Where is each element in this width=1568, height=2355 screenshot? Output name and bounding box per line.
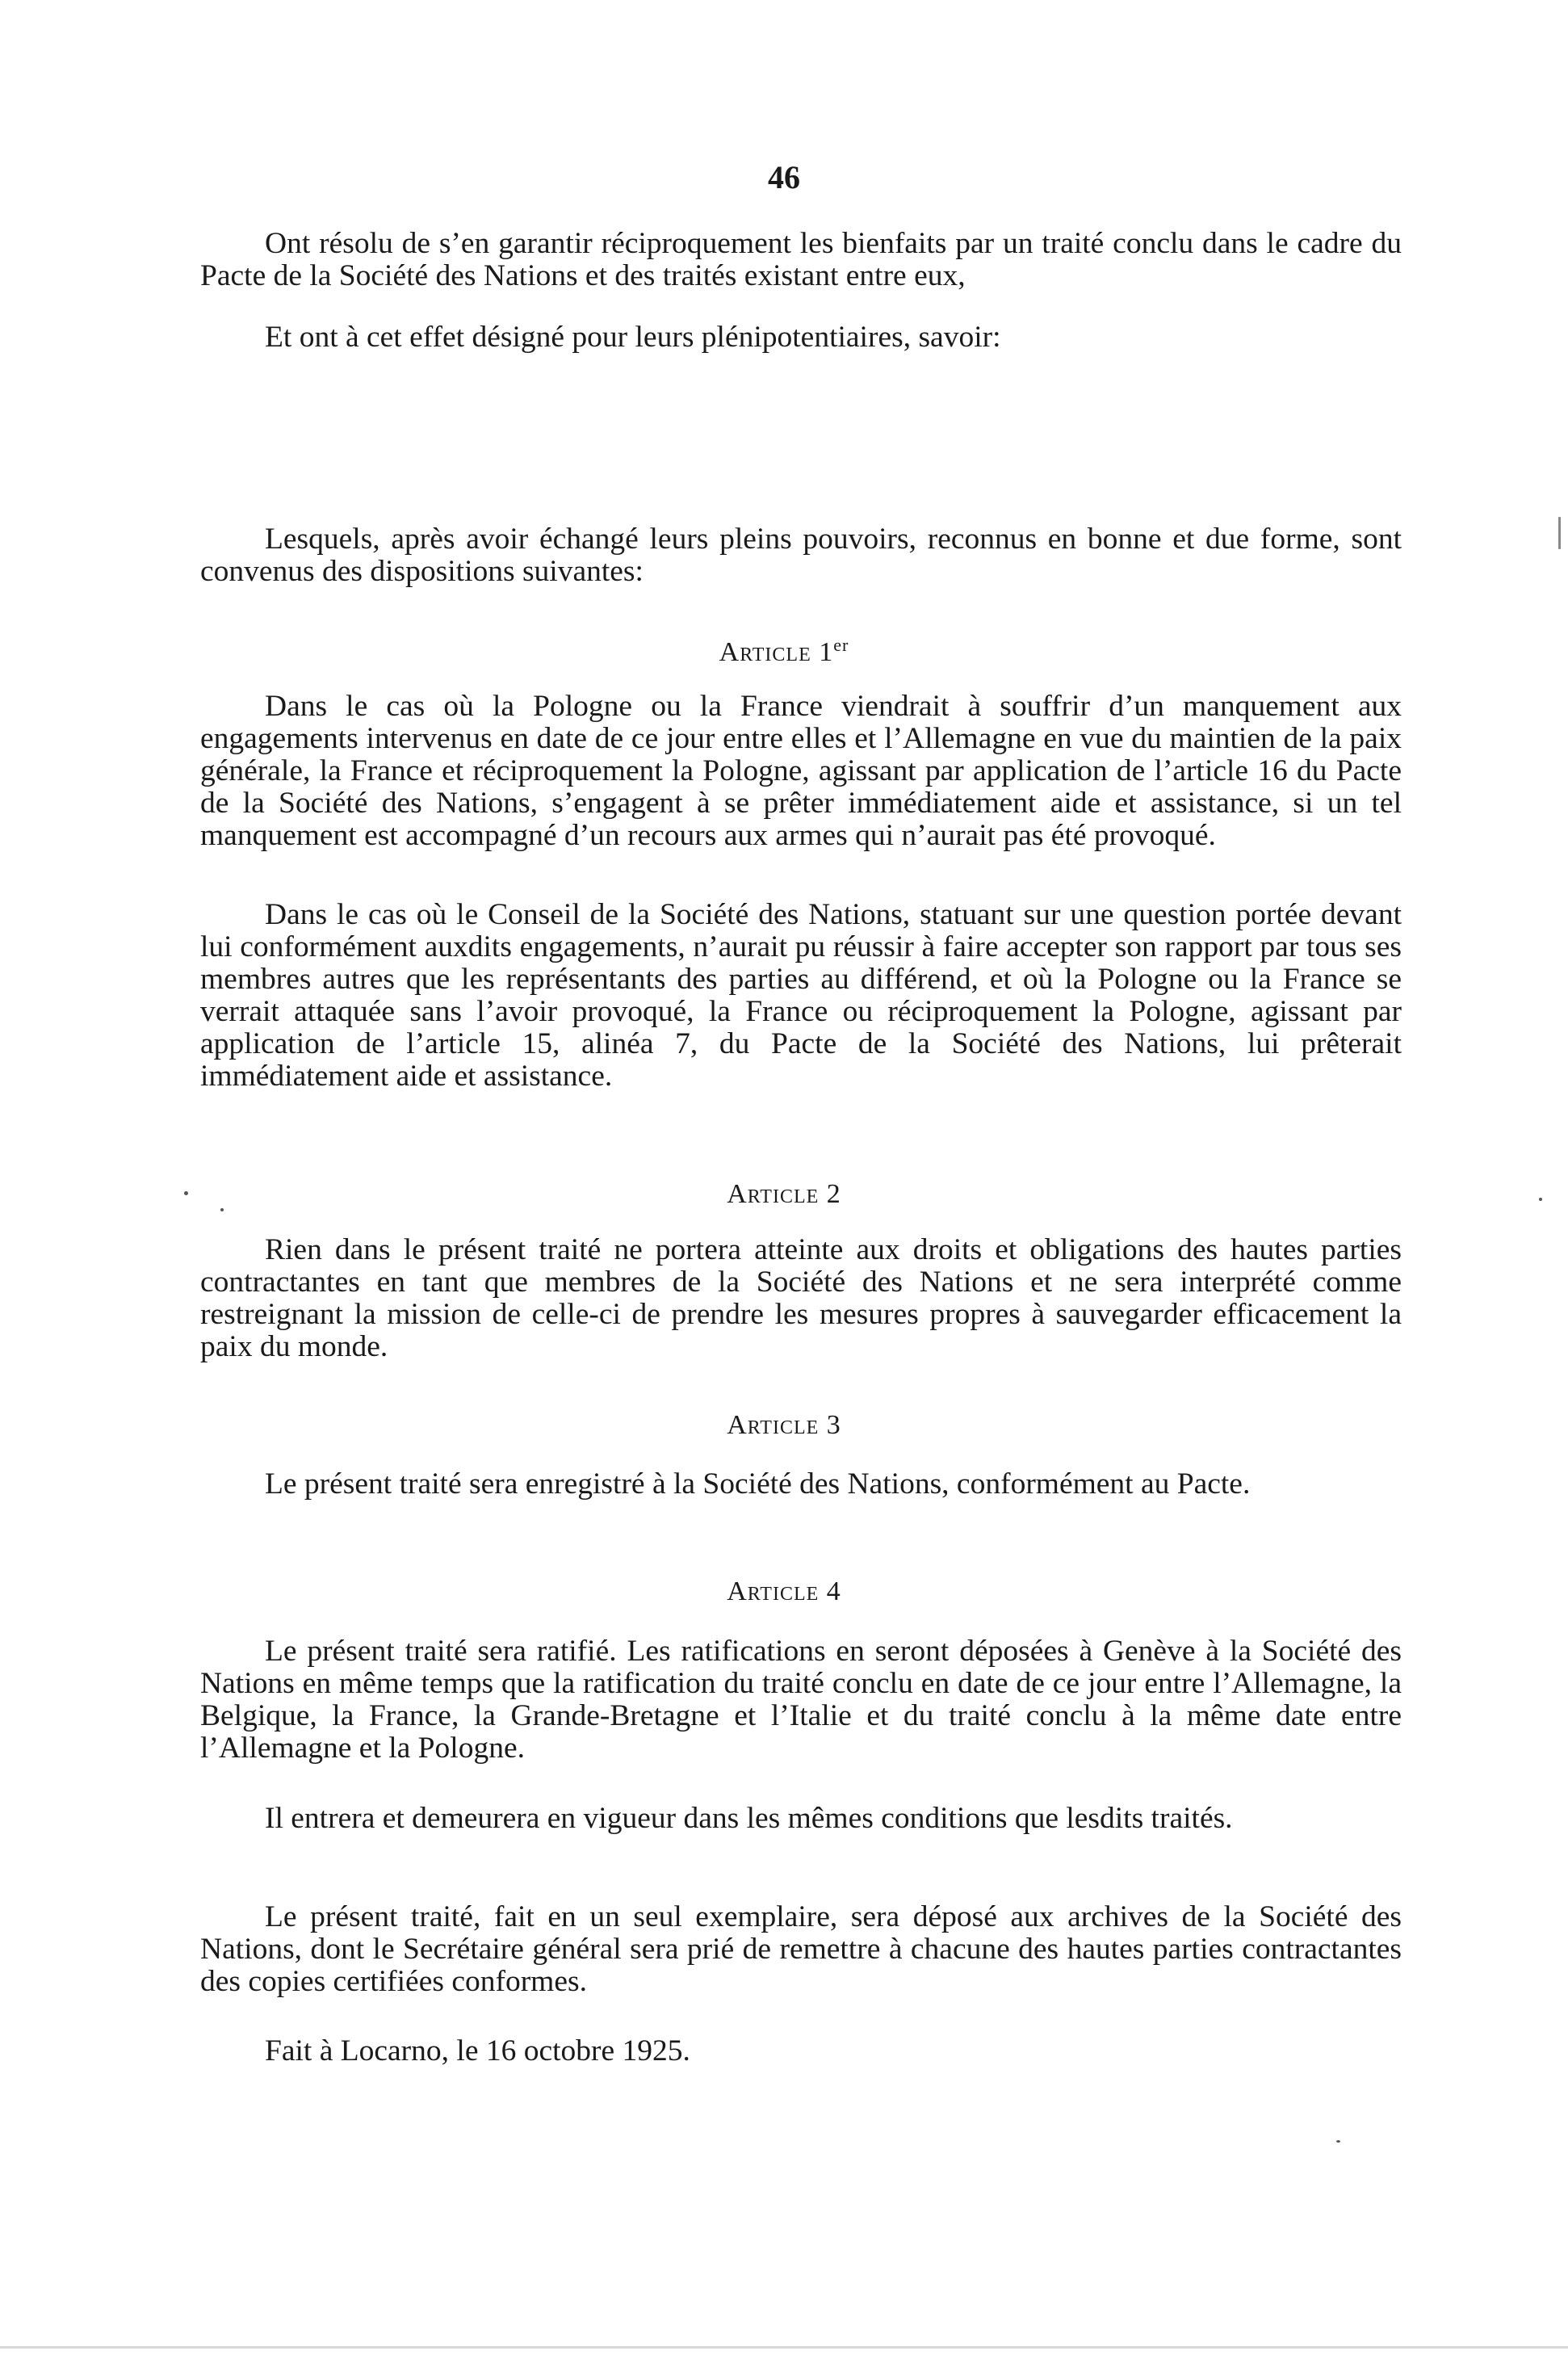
article-4-paragraph-3: Le présent traité, fait en un seul exemplaire, sera déposé aux archives de la Société des Nations, dont le Secrétaire général sera prié de remettre à chacune des hautes parties contractantes des copies certifiées conformes. xyxy=(200,1900,1402,1998)
scan-speck xyxy=(1336,2140,1340,2143)
article-3-heading: Article 3 xyxy=(727,1410,841,1440)
scan-bottom-edge xyxy=(0,2346,1568,2349)
scan-edge-mark xyxy=(1558,517,1561,549)
preamble-paragraph-resolved: Ont résolu de s’en garantir réciproquement les bienfaits par un traité conclu dans le cadre du Pacte de la Société des Nations et des traités existant entre eux, xyxy=(200,227,1402,292)
article-3-paragraph-1: Le présent traité sera enregistré à la Société des Nations, conformément au Pacte. xyxy=(265,1467,1251,1501)
preamble-paragraph-full-powers: Lesquels, après avoir échangé leurs pleins pouvoirs, reconnus en bonne et due forme, sont convenus des dispositions suivantes: xyxy=(200,523,1402,588)
closing-place-date: Fait à Locarno, le 16 octobre 1925. xyxy=(265,2034,690,2067)
scan-speck xyxy=(220,1208,224,1211)
article-2-paragraph-1: Rien dans le présent traité ne portera atteinte aux droits et obligations des hautes parties contractantes en tant que membres de la Société des Nations et ne sera interprété comme restreignant la mission de celle-ci de prendre les mesures propres à sauvegarder efficacement la paix du monde. xyxy=(200,1233,1402,1363)
article-4-heading: Article 4 xyxy=(727,1576,841,1606)
article-4-paragraph-2: Il entrera et demeurera en vigueur dans les mêmes conditions que lesdits traités. xyxy=(265,1802,1233,1835)
article-1-paragraph-1: Dans le cas où la Pologne ou la France viendrait à souffrir d’un manquement aux engagements intervenus en date de ce jour entre elles et l’Allemagne en vue du maintien de la paix générale, la France et réciproquement la Pologne, agissant par application de l’article 16 du Pacte de la Société des Nations, s’engagent à se prêter immédiatement aide et assistance, si un tel manquement est accompagné d’un recours aux armes qui n’aurait pas été provoqué. xyxy=(200,690,1402,852)
article-2-heading: Article 2 xyxy=(727,1179,841,1209)
article-1-heading-superscript: er xyxy=(833,635,849,655)
scan-speck xyxy=(1539,1198,1542,1201)
preamble-paragraph-plenipotentiaries: Et ont à cet effet désigné pour leurs plénipotentiaires, savoir: xyxy=(265,321,1001,354)
article-1-heading: Article 1er xyxy=(719,635,849,667)
scan-speck xyxy=(184,1191,188,1195)
page-number: 46 xyxy=(768,159,800,195)
article-4-paragraph-1: Le présent traité sera ratifié. Les ratifications en seront déposées à Genève à la Société des Nations en même temps que la ratification du traité conclu en date de ce jour entre l’Allemagne, la Belgique, la France, la Grande-Bretagne et l’Italie et du traité conclu à la même date entre l’Allemagne et la Pologne. xyxy=(200,1635,1402,1765)
article-1-paragraph-2: Dans le cas où le Conseil de la Société des Nations, statuant sur une question portée devant lui conformément auxdits engagements, n’aurait pu réussir à faire accepter son rapport par tous ses membres autres que les représentants des parties au différend, et où la Pologne ou la France se verrait attaquée sans l’avoir provoqué, la France ou réciproquement la Pologne, agissant par application de l’article 15, alinéa 7, du Pacte de la Société des Nations, lui prêterait immédiatement aide et assistance. xyxy=(200,898,1402,1093)
